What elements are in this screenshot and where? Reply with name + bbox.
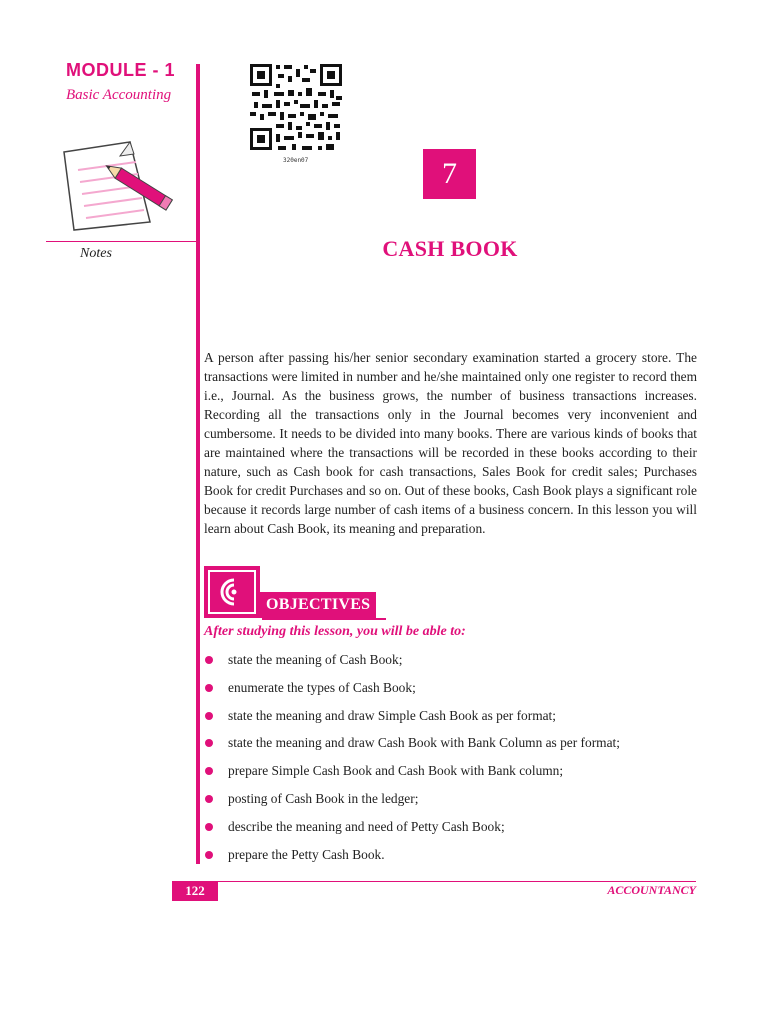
objective-text: prepare the Petty Cash Book. (228, 846, 385, 862)
module-label: MODULE - 1 (66, 60, 176, 80)
objective-item (204, 650, 620, 678)
bullet-icon (205, 684, 213, 692)
objectives-target-icon (204, 566, 260, 618)
objective-item (204, 706, 620, 734)
objective-item (204, 817, 620, 845)
bullet-icon (205, 795, 213, 803)
book-title: ACCOUNTANCY (607, 883, 696, 897)
chapter-title: CASH BOOK (382, 236, 518, 261)
objective-item (204, 789, 620, 817)
page-number: 122 (172, 881, 218, 901)
bullet-icon (205, 712, 213, 720)
objective-item (204, 761, 620, 789)
bullet-icon (205, 823, 213, 831)
bullet-icon (205, 739, 213, 747)
notes-rule (46, 241, 198, 242)
objective-text: describe the meaning and need of Petty Cash Book; (228, 818, 505, 834)
module-subject: Basic Accounting (66, 87, 172, 103)
notes-label: Notes (80, 246, 112, 261)
bullet-icon (205, 767, 213, 775)
qr-code (248, 62, 344, 152)
objective-text: state the meaning and draw Cash Book with Bank Column as per format; (228, 735, 620, 751)
objectives-rule (262, 618, 386, 620)
objectives-list (204, 650, 620, 872)
qr-caption: 320en07 (283, 157, 309, 164)
margin-divider (196, 64, 200, 864)
objective-text: prepare Simple Cash Book and Cash Book with Bank column; (228, 763, 564, 779)
intro-paragraph: A person after passing his/her senior secondary examination started a grocery store. The transactions were limited in number and he/she maintained only one register to record them i.e., Journal. As the business grows, the number of business transactions increases. Recording all the transactions only in the Journal becomes very inconvenient and cumbersome. It needs to be divided into many books. There are various kinds of books that are maintained where the transactions will be recorded in these books according to their nature, such as Cash book for cash transactions, Sales Book for credit sales; Purchases Book for credit Purchases and so on. Out of these books, Cash Book plays a significant role because it records large number of cash items of a business concern. In this lesson you will learn about Cash Book, its meaning and preparation. (204, 350, 697, 536)
bullet-icon (205, 656, 213, 664)
objective-item (204, 678, 620, 706)
chapter-number: 7 (423, 149, 476, 199)
objectives-heading: OBJECTIVES (260, 592, 376, 618)
objective-item (204, 845, 620, 873)
objective-text: enumerate the types of Cash Book; (228, 679, 416, 695)
notepad-pencil-icon (58, 140, 182, 232)
objective-text: state the meaning and draw Simple Cash Book as per format; (228, 707, 556, 723)
objective-text: posting of Cash Book in the ledger; (228, 790, 419, 806)
objective-item (204, 733, 620, 761)
footer-rule (172, 881, 696, 882)
objective-text: state the meaning of Cash Book; (228, 652, 403, 667)
bullet-icon (205, 851, 213, 859)
objectives-intro: After studying this lesson, you will be able to: (204, 624, 466, 639)
